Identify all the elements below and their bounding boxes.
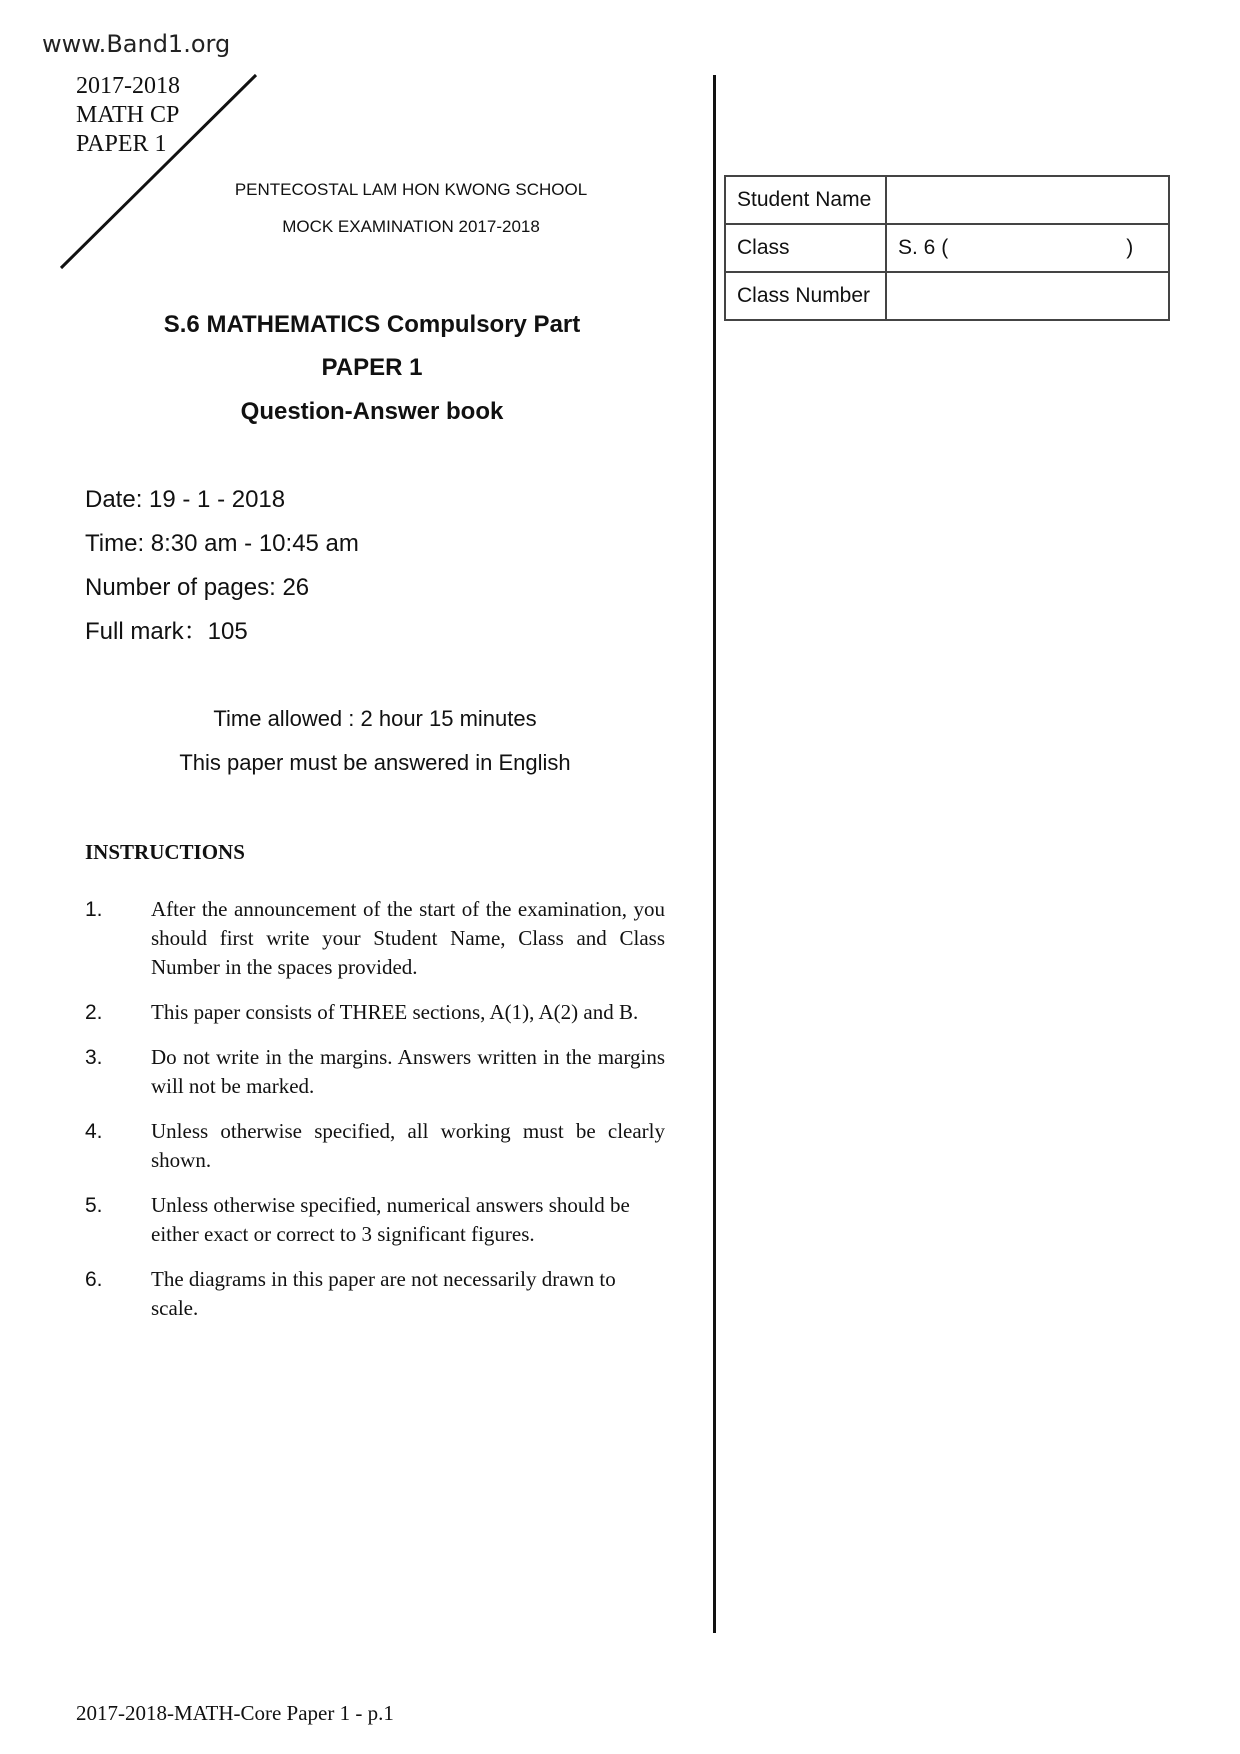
instruction-item: [85, 998, 665, 1027]
instruction-text: After the announcement of the start of the examination, you should first write your Student Name, Class and Class Number in the spaces provided.: [151, 897, 665, 979]
page-count: Number of pages: 26: [85, 574, 310, 601]
class-prefix: S. 6 (: [898, 236, 949, 259]
student-name-label: Student Name: [725, 176, 886, 224]
student-name-field[interactable]: [886, 176, 1169, 224]
instruction-text: Unless otherwise specified, all working must be clearly shown.: [151, 1119, 665, 1172]
instructions-heading: INSTRUCTIONS: [85, 840, 245, 864]
language-note: This paper must be answered in English: [179, 750, 571, 775]
instruction-item: [85, 1043, 665, 1101]
class-number-field[interactable]: [886, 272, 1169, 320]
instruction-text: This paper consists of THREE sections, A(1), A(2) and B.: [151, 1000, 639, 1024]
paper-title: PAPER 1: [321, 354, 423, 381]
full-mark: Full mark：105: [85, 618, 248, 645]
table-row: [725, 176, 1169, 224]
exam-time: Time: 8:30 am - 10:45 am: [85, 530, 359, 557]
corner-year: 2017-2018: [76, 73, 180, 99]
exam-name: MOCK EXAMINATION 2017-2018: [282, 217, 540, 236]
instruction-item: [85, 1265, 665, 1323]
class-label: Class: [725, 224, 886, 272]
watermark: www.Band1.org: [42, 30, 231, 58]
table-row: [725, 272, 1169, 320]
class-close-paren: ): [1126, 236, 1134, 259]
table-row: [725, 224, 1169, 272]
school-name: PENTECOSTAL LAM HON KWONG SCHOOL: [234, 180, 588, 199]
instruction-number: 4.: [85, 1120, 103, 1143]
instruction-number: 5.: [85, 1194, 103, 1217]
book-title: Question-Answer book: [240, 398, 504, 425]
instruction-text: The diagrams in this paper are not necessarily drawn to scale.: [151, 1267, 616, 1320]
time-allowed: Time allowed : 2 hour 15 minutes: [213, 706, 537, 731]
page-footer: 2017-2018-MATH-Core Paper 1 - p.1: [76, 1701, 394, 1725]
instruction-text: Unless otherwise specified, numerical answers should be either exact or correct to 3 significant figures.: [151, 1193, 630, 1246]
class-field[interactable]: [886, 224, 1169, 272]
instruction-item: [85, 1191, 665, 1249]
instruction-item: [85, 895, 665, 982]
instruction-number: 3.: [85, 1046, 103, 1069]
instruction-item: [85, 1117, 665, 1175]
instruction-number: 2.: [85, 1001, 103, 1024]
instruction-text: Do not write in the margins. Answers written in the margins will not be marked.: [151, 1045, 665, 1098]
exam-date: Date: 19 - 1 - 2018: [85, 486, 286, 513]
student-info-table: [724, 175, 1170, 321]
corner-label: [76, 72, 180, 159]
corner-paper: PAPER 1: [76, 131, 167, 157]
margin-divider-line: [713, 75, 716, 1633]
corner-subject: MATH CP: [76, 102, 180, 128]
instruction-number: 1.: [85, 898, 103, 921]
class-number-label: Class Number: [725, 272, 886, 320]
instructions-list: [85, 895, 665, 1339]
instruction-number: 6.: [85, 1268, 103, 1291]
subject-title: S.6 MATHEMATICS Compulsory Part: [163, 311, 581, 338]
